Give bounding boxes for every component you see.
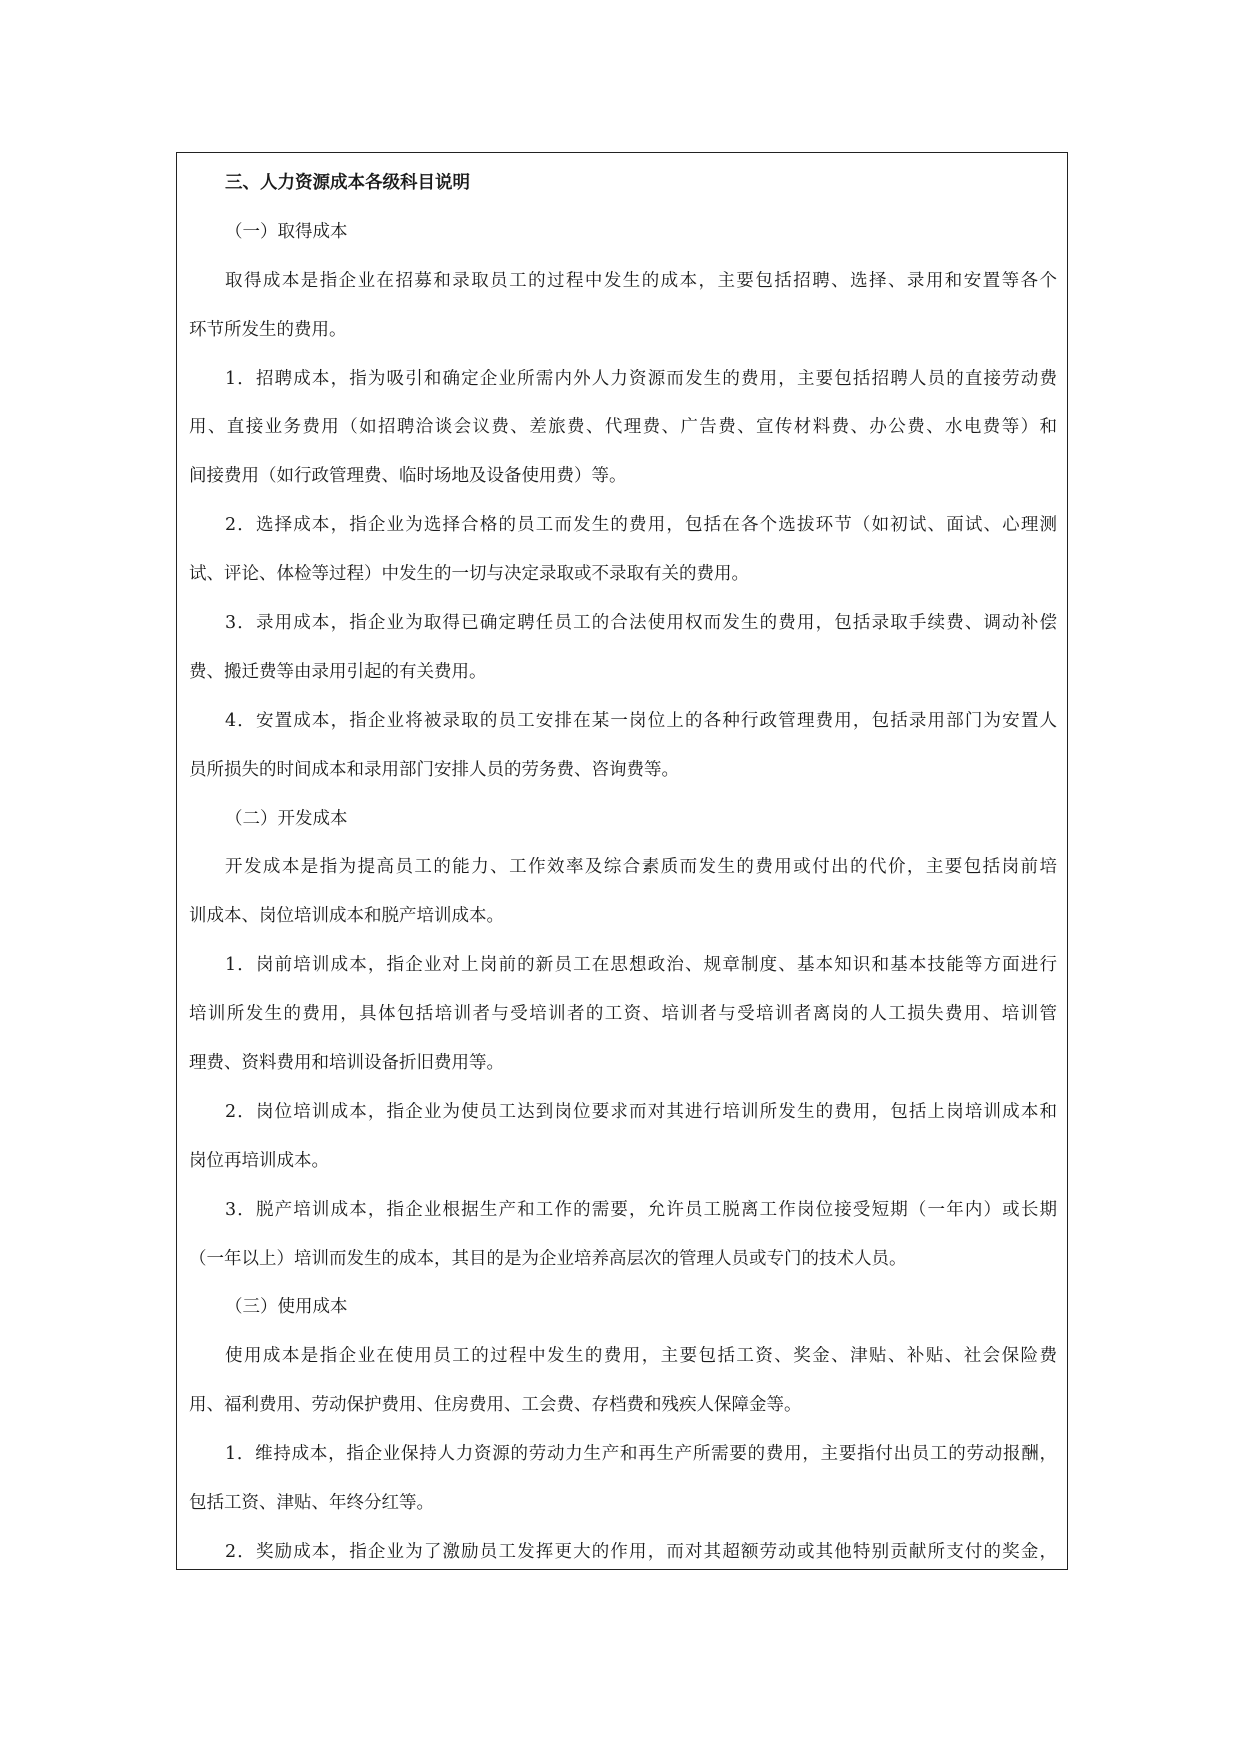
paragraph-first-line: 2．奖励成本，指企业为了激励员工发挥更大的作用，而对其超额劳动或其他特别贡献所支付的奖金，	[225, 1541, 1057, 1562]
paragraph-last-line: 训成本、岗位培训成本和脱产培训成本。	[189, 906, 504, 927]
paragraph-first-line: 1．岗前培训成本，指企业对上岗前的新员工在思想政治、规章制度、基本知识和基本技能等方面进行	[225, 955, 1057, 976]
paragraph-last-line: 员所损失的时间成本和录用部门安排人员的劳务费、咨询费等。	[189, 759, 679, 780]
paragraph-first-line: 3．录用成本，指企业为取得已确定聘任员工的合法使用权而发生的费用，包括录取手续费、调动补偿	[225, 613, 1057, 634]
paragraph-first-line: 4．安置成本，指企业将被录取的员工安排在某一岗位上的各种行政管理费用，包括录用部门为安置人	[225, 710, 1057, 731]
paragraph-first-line: 开发成本是指为提高员工的能力、工作效率及综合素质而发生的费用或付出的代价，主要包括岗前培	[225, 857, 1057, 878]
section-heading: 三、人力资源成本各级科目说明	[225, 173, 470, 193]
paragraph-last-line: 用、福利费用、劳动保护费用、住房费用、工会费、存档费和残疾人保障金等。	[189, 1395, 802, 1416]
paragraph-first-line: 使用成本是指企业在使用员工的过程中发生的费用，主要包括工资、奖金、津贴、补贴、社会保险费	[225, 1346, 1057, 1367]
subsection-heading: （三）使用成本	[225, 1297, 348, 1318]
paragraph-last-line: 岗位再培训成本。	[189, 1150, 329, 1171]
paragraph-last-line: 环节所发生的费用。	[189, 319, 347, 340]
paragraph-first-line: 2．选择成本，指企业为选择合格的员工而发生的费用，包括在各个选拔环节（如初试、面试、心理测	[225, 515, 1057, 536]
paragraph-first-line: 1．维持成本，指企业保持人力资源的劳动力生产和再生产所需要的费用，主要指付出员工的劳动报酬，	[225, 1444, 1057, 1465]
paragraph-last-line: 包括工资、津贴、年终分红等。	[189, 1493, 434, 1514]
subsection-heading: （一）取得成本	[225, 221, 348, 242]
paragraph-first-line: 1．招聘成本，指为吸引和确定企业所需内外人力资源而发生的费用，主要包括招聘人员的直接劳动费	[225, 368, 1057, 389]
paragraph-line: 培训所发生的费用，具体包括培训者与受培训者的工资、培训者与受培训者离岗的人工损失费用、培训管	[189, 1004, 1057, 1025]
document-frame	[176, 152, 1068, 1570]
paragraph-line: 用、直接业务费用（如招聘洽谈会议费、差旅费、代理费、广告费、宣传材料费、办公费、水电费等）和	[189, 417, 1057, 438]
paragraph-last-line: 费、搬迁费等由录用引起的有关费用。	[189, 661, 487, 682]
document-body	[189, 159, 1057, 1570]
paragraph-first-line: 取得成本是指企业在招募和录取员工的过程中发生的成本，主要包括招聘、选择、录用和安置等各个	[225, 270, 1057, 291]
paragraph-first-line: 2．岗位培训成本，指企业为使员工达到岗位要求而对其进行培训所发生的费用，包括上岗培训成本和	[225, 1101, 1057, 1122]
paragraph-first-line: 3．脱产培训成本，指企业根据生产和工作的需要，允许员工脱离工作岗位接受短期（一年内）或长期	[225, 1199, 1057, 1220]
paragraph-last-line: 理费、资料费用和培训设备折旧费用等。	[189, 1053, 504, 1074]
paragraph-last-line: （一年以上）培训而发生的成本，其目的是为企业培养高层次的管理人员或专门的技术人员。	[189, 1248, 907, 1269]
subsection-heading: （二）开发成本	[225, 808, 348, 829]
paragraph-last-line: 间接费用（如行政管理费、临时场地及设备使用费）等。	[189, 466, 627, 487]
paragraph-last-line: 试、评论、体检等过程）中发生的一切与决定录取或不录取有关的费用。	[189, 564, 749, 585]
